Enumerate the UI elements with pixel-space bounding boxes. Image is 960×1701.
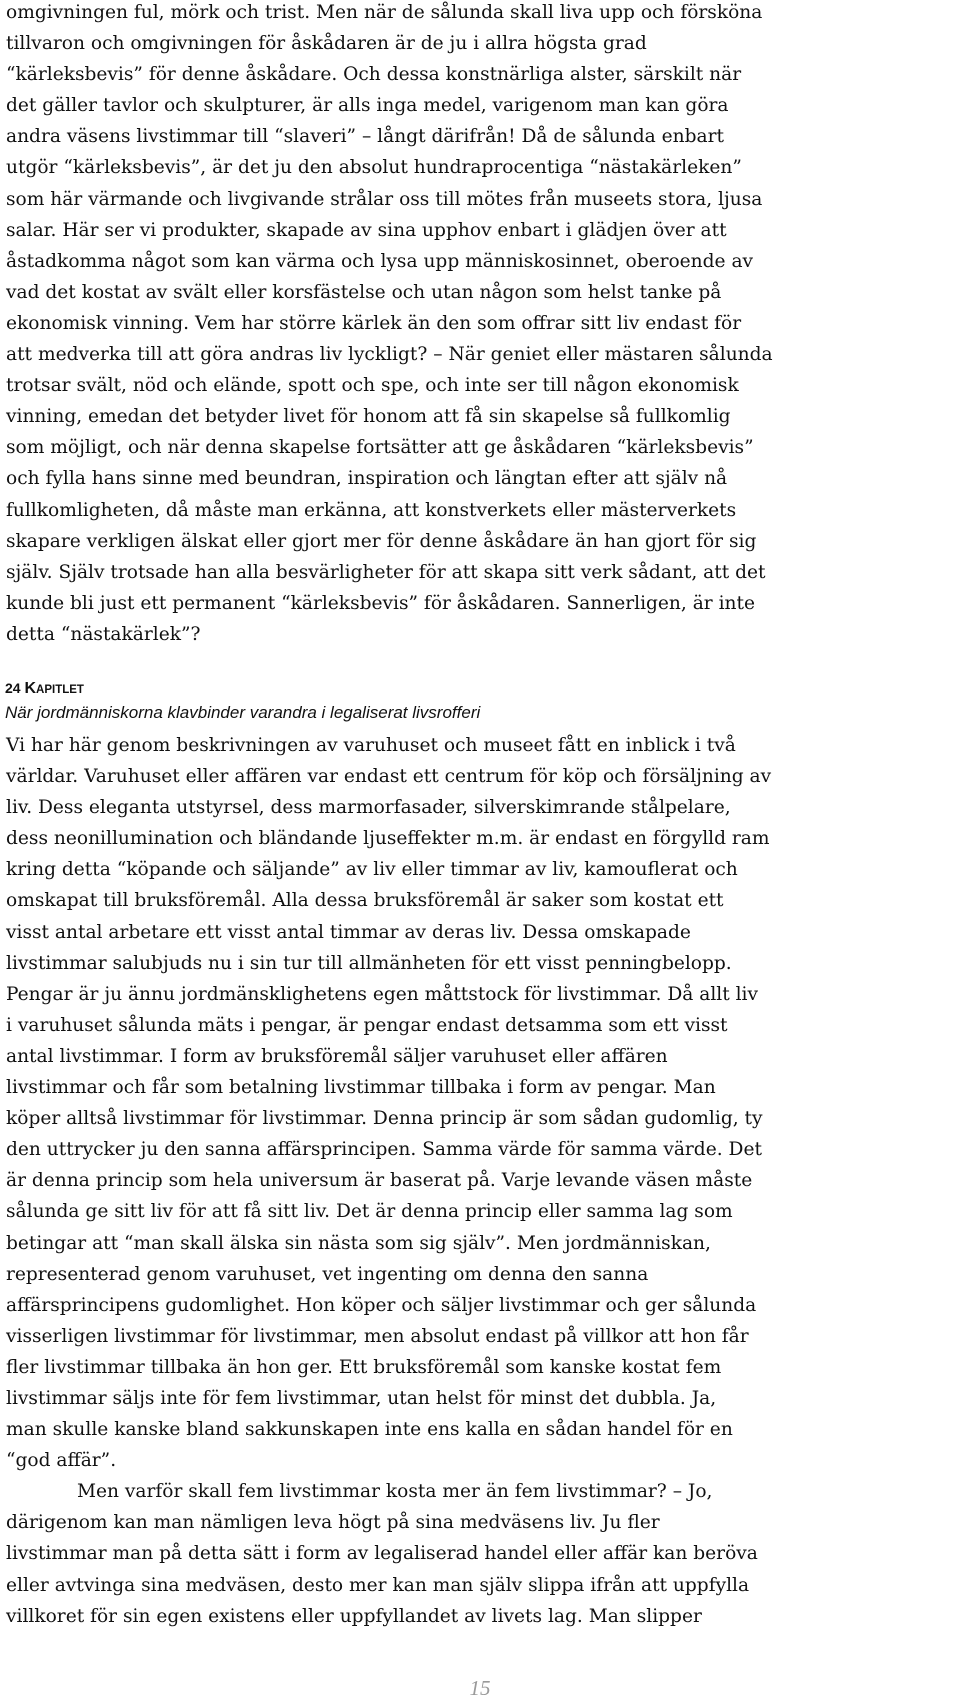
chapter-subtitle: När jordmänniskorna klavbinder varandra i legaliserat livsrofferi [5,703,481,722]
chapter-heading [5,679,84,699]
text-line: utgör “kärleksbevis”, är det ju den absolut hundraprocentiga “nästakärleken” [6,157,742,179]
text-line: att medverka till att göra andras liv lyckligt? – När geniet eller mästaren sålunda [6,344,773,366]
text-line: livstimmar och får som betalning livstimmar tillbaka i form av pengar. Man [6,1077,716,1099]
text-line: betingar att “man skall älska sin nästa som sig själv”. Men jordmänniskan, [6,1232,711,1254]
chapter-body [6,730,956,1632]
text-line: fullkomligheten, då måste man erkänna, att konstverkets eller mästerverkets [6,499,737,521]
text-line: livstimmar säljs inte för fem livstimmar, utan helst för minst det dubbla. Ja, [6,1387,717,1409]
text-line: representerad genom varuhuset, vet ingenting om denna den sanna [6,1263,649,1285]
text-line: i varuhuset sålunda mäts i pengar, är pengar endast detsamma som ett visst [6,1014,728,1036]
text-line: “kärleksbevis” för denne åskådare. Och dessa konstnärliga alster, särskilt när [6,64,742,86]
text-line: kring detta “köpande och säljande” av liv eller timmar av liv, kamouflerat och [6,859,738,881]
text-line: villkoret för sin egen existens eller uppfyllandet av livets lag. Man slipper [6,1605,702,1627]
text-line: eller avtvinga sina medväsen, desto mer kan man själv slippa ifrån att uppfylla [6,1574,750,1596]
text-line: skapare verkligen älskat eller gjort mer för denne åskådare än han gjort för sig [6,530,757,552]
text-line: åstadkomma något som kan värma och lysa upp människosinnet, oberoende av [6,250,754,272]
text-line: är denna princip som hela universum är baserat på. Varje levande väsen måste [6,1170,753,1192]
paragraph-continued [6,0,956,650]
text-line: den uttrycker ju den sanna affärsprincipen. Samma värde för samma värde. Det [6,1139,762,1161]
text-line: tillvaron och omgivningen för åskådaren är de ju i allra högsta grad [6,33,647,55]
text-line: det gäller tavlor och skulpturer, är alls inga medel, varigenom man kan göra [6,95,729,117]
text-line: omskapat till bruksföremål. Alla dessa bruksföremål är saker som kostat ett [6,890,724,912]
chapter-number: 24 [5,680,21,696]
text-line: världar. Varuhuset eller affären var endast ett centrum för köp och försäljning av [6,766,772,788]
text-line: affärsprincipens gudomlighet. Hon köper och säljer livstimmar och ger sålunda [6,1294,757,1316]
text-line: omgivningen ful, mörk och trist. Men när de sålunda skall liva upp och försköna [6,2,763,23]
text-line: sålunda ge sitt liv för att få sitt liv. Det är denna princip eller samma lag som [6,1201,733,1223]
text-line: som möjligt, och när denna skapelse fortsätter att ge åskådaren “kärleksbevis” [6,437,754,459]
text-line: vinning, emedan det betyder livet för honom att få sin skapelse så fullkomlig [6,406,731,428]
text-line: fler livstimmar tillbaka än hon ger. Ett bruksföremål som kanske kostat fem [6,1356,722,1378]
text-line: visserligen livstimmar för livstimmar, men absolut endast på villkor att hon får [6,1325,749,1347]
chapter-word-rest: APITLET [36,684,84,696]
text-line: köper alltså livstimmar för livstimmar. Denna princip är som sådan gudomlig, ty [6,1108,763,1130]
text-line: som här värmande och livgivande strålar oss till mötes från museets stora, ljusa [6,188,763,210]
text-line: man skulle kanske bland sakkunskapen inte ens kalla en sådan handel för en [6,1419,733,1441]
text-line: livstimmar man på detta sätt i form av legaliserad handel eller affär kan beröva [6,1543,758,1565]
text-line: visst antal arbetare ett visst antal timmar av deras liv. Dessa omskapade [6,921,691,943]
text-line: därigenom kan man nämligen leva högt på sina medväsens liv. Ju fler [6,1512,660,1534]
chapter-word-initial: K [24,680,37,697]
text-line: antal livstimmar. I form av bruksföremål säljer varuhuset eller affären [6,1045,668,1067]
text-line: andra väsens livstimmar till “slaveri” – långt därifrån! Då de sålunda enbart [6,126,724,148]
text-line: trotsar svält, nöd och elände, spott och spe, och inte ser till någon ekonomisk [6,375,739,397]
text-line: och fylla hans sinne med beundran, inspiration och längtan efter att själv nå [6,468,728,490]
text-line: Pengar är ju ännu jordmänsklighetens egen måttstock för livstimmar. Då allt liv [6,983,758,1005]
text-line: liv. Dess eleganta utstyrsel, dess marmorfasader, silverskimrande stålpelare, [6,797,731,819]
text-line: vad det kostat av svält eller korsfästelse och utan någon som helst tanke på [6,281,722,303]
text-line: dess neonillumination och bländande ljuseffekter m.m. är endast en förgylld ram [6,828,770,850]
text-line: detta “nästakärlek”? [6,623,201,645]
text-line: Vi har här genom beskrivningen av varuhuset och museet fått en inblick i två [6,735,736,756]
text-line: ekonomisk vinning. Vem har större kärlek än den som offrar sitt liv endast för [6,312,742,334]
text-line: själv. Själv trotsade han alla besvärligheter för att skapa sitt verk sådant, att det [6,561,766,583]
text-line: livstimmar salubjuds nu i sin tur till allmänheten för ett visst penningbelopp. [6,952,732,974]
text-line: salar. Här ser vi produkter, skapade av sina upphov enbart i glädjen över att [6,219,727,241]
text-line: Men varför skall fem livstimmar kosta mer än fem livstimmar? – Jo, [77,1481,713,1503]
text-line: kunde bli just ett permanent “kärleksbevis” för åskådaren. Sannerligen, är inte [6,592,756,614]
text-line: “god affär”. [6,1450,117,1472]
page-number: 15 [469,1676,491,1700]
